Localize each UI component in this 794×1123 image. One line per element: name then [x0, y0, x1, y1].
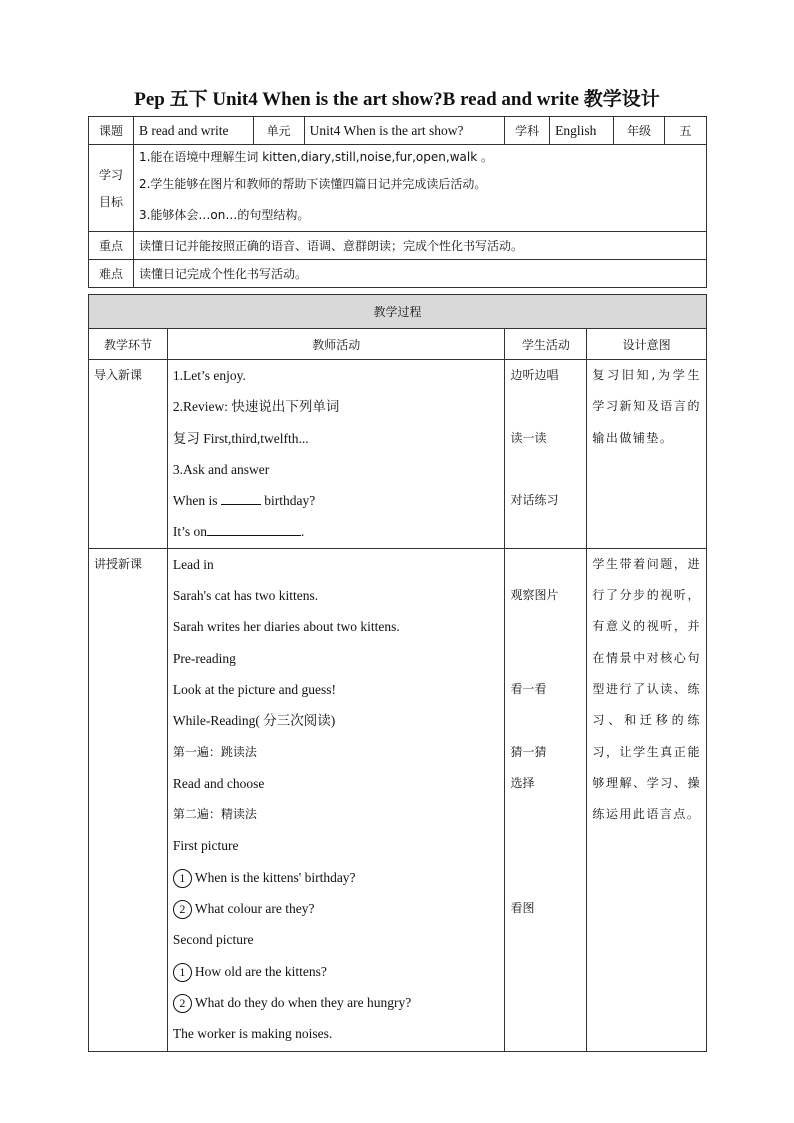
- student-activity-cell: [505, 360, 587, 549]
- label-difficulty: 难点: [89, 260, 134, 288]
- teacher-line: 复习 First,third,twelfth...: [172, 430, 309, 446]
- label-goals-line1: 学习: [98, 168, 123, 182]
- student-activity-cell: [505, 548, 587, 1051]
- teacher-line-text: 2.Review: 快速说出下列单词: [172, 399, 340, 415]
- intent-cell: 复习旧知,为学生学习新知及语言的输出做铺垫。: [587, 360, 707, 549]
- page-title: Pep 五下 Unit4 When is the art show?B read and write 教学设计: [134, 89, 660, 110]
- header-stage: 教学环节: [89, 329, 168, 360]
- teacher-line: [173, 956, 500, 987]
- circled-number-1: 1: [173, 869, 192, 888]
- teacher-line-text: How old are the kittens?: [194, 963, 327, 979]
- teacher-line: 第二遍：精读法: [172, 807, 257, 822]
- info-row-goals: [89, 145, 707, 232]
- student-line: 猜一猜: [510, 744, 547, 759]
- info-row-subject: [89, 117, 707, 145]
- label-goals-line2: 目标: [98, 195, 123, 209]
- stage-row-new: [89, 548, 707, 1051]
- label-key: 重点: [89, 232, 134, 260]
- student-line: 读一读: [510, 430, 547, 445]
- process-table: [88, 294, 707, 1052]
- stage-cell: [89, 360, 168, 549]
- teacher-line: Pre-reading: [172, 650, 236, 666]
- label-topic: 课题: [89, 117, 134, 145]
- teacher-line: First picture: [172, 838, 239, 854]
- student-line-empty: [510, 391, 581, 422]
- label-subject: 学科: [505, 117, 550, 145]
- student-line-empty: [510, 830, 581, 861]
- teacher-line: [173, 516, 500, 547]
- value-grade: 五: [665, 117, 707, 145]
- label-goals: [89, 145, 134, 232]
- circled-number-2: 2: [173, 900, 192, 919]
- teacher-line: Sarah writes her diaries about two kittens.: [172, 619, 400, 635]
- teacher-line-text: What colour are they?: [194, 901, 315, 917]
- value-unit: Unit4 When is the art show?: [304, 117, 505, 145]
- difficulty-text: 读懂日记完成个性化书写活动。: [133, 260, 706, 288]
- teacher-line-text: It’s on: [172, 524, 208, 540]
- value-topic: B read and write: [133, 117, 253, 145]
- info-table: [88, 116, 707, 288]
- info-row-key: [89, 232, 707, 260]
- student-line: 看图: [510, 901, 535, 916]
- fill-blank: [207, 523, 301, 536]
- student-line: 对话练习: [510, 493, 559, 508]
- process-header-row: [89, 329, 707, 360]
- stage-label: 导入新课: [94, 368, 143, 382]
- teacher-line-text: When is: [172, 493, 218, 509]
- student-line-empty: [510, 549, 581, 580]
- teacher-line: [173, 893, 500, 924]
- student-line: 边听边唱: [510, 368, 559, 382]
- stage-row-intro: [89, 360, 707, 549]
- student-line-empty: [510, 454, 581, 485]
- student-line-empty: [510, 862, 581, 893]
- goal-1: 1.能在语境中理解生词 kitten,diary,still,noise,fur,open,walk 。: [138, 150, 493, 164]
- student-line-empty: [510, 799, 581, 830]
- student-line: 观察图片: [510, 588, 559, 603]
- teacher-line-text: birthday?: [264, 493, 316, 509]
- teacher-line: 1.Let’s enjoy.: [172, 368, 246, 383]
- teacher-line-text: When is the kittens' birthday?: [194, 869, 356, 885]
- key-text: 读懂日记并能按照正确的语音、语调、意群朗读；完成个性化书写活动。: [133, 232, 706, 260]
- teacher-line: While-Reading( 分三次阅读): [172, 713, 336, 729]
- student-line-empty: [510, 643, 581, 674]
- value-subject: English: [550, 117, 614, 145]
- teacher-line: [173, 987, 500, 1018]
- teacher-line: The worker is making noises.: [172, 1026, 333, 1042]
- header-student: 学生活动: [505, 329, 587, 360]
- teacher-line-text: What do they do when they are hungry?: [194, 994, 412, 1010]
- process-band: 教学过程: [89, 295, 707, 329]
- teacher-line: Sarah's cat has two kittens.: [172, 588, 319, 604]
- teacher-line: Lead in: [172, 556, 214, 572]
- teacher-line: [173, 391, 500, 422]
- teacher-line: Read and choose: [172, 775, 265, 791]
- stage-label: 讲授新课: [94, 556, 143, 571]
- circled-number-2: 2: [173, 994, 192, 1013]
- teacher-activity-cell: [167, 360, 505, 549]
- teacher-line: Second picture: [172, 932, 254, 948]
- fill-blank: [221, 492, 261, 505]
- teacher-line: 第一遍：跳读法: [172, 744, 257, 759]
- process-band-row: [89, 295, 707, 329]
- teacher-line: [173, 862, 500, 893]
- label-unit: 单元: [253, 117, 304, 145]
- student-line: 选择: [510, 775, 535, 790]
- stage-cell: [89, 548, 168, 1051]
- student-line-empty: [510, 611, 581, 642]
- student-line: 看一看: [510, 681, 547, 696]
- label-grade: 年级: [614, 117, 665, 145]
- teacher-line: Look at the picture and guess!: [172, 681, 336, 697]
- teacher-line-text: .: [301, 524, 305, 540]
- teacher-activity-cell: [167, 548, 505, 1051]
- goal-3: 3.能够体会…on…的句型结构。: [138, 208, 310, 222]
- intent-cell: 学生带着问题，进行了分步的视听，有意义的视听，并在情景中对核心句型进行了认读、练习、和迁移的练习，让学生真正能够理解、学习、操练运用此语言点。: [587, 548, 707, 1051]
- teacher-line: 3.Ask and answer: [172, 461, 270, 477]
- student-line-empty: [510, 705, 581, 736]
- header-intent: 设计意图: [587, 329, 707, 360]
- goals-cell: [133, 145, 706, 232]
- info-row-difficulty: [89, 260, 707, 288]
- header-teacher: 教师活动: [167, 329, 505, 360]
- goal-2: 2.学生能够在图片和教师的帮助下读懂四篇日记并完成读后活动。: [138, 177, 487, 191]
- circled-number-1: 1: [173, 963, 192, 982]
- teacher-line: [173, 485, 500, 516]
